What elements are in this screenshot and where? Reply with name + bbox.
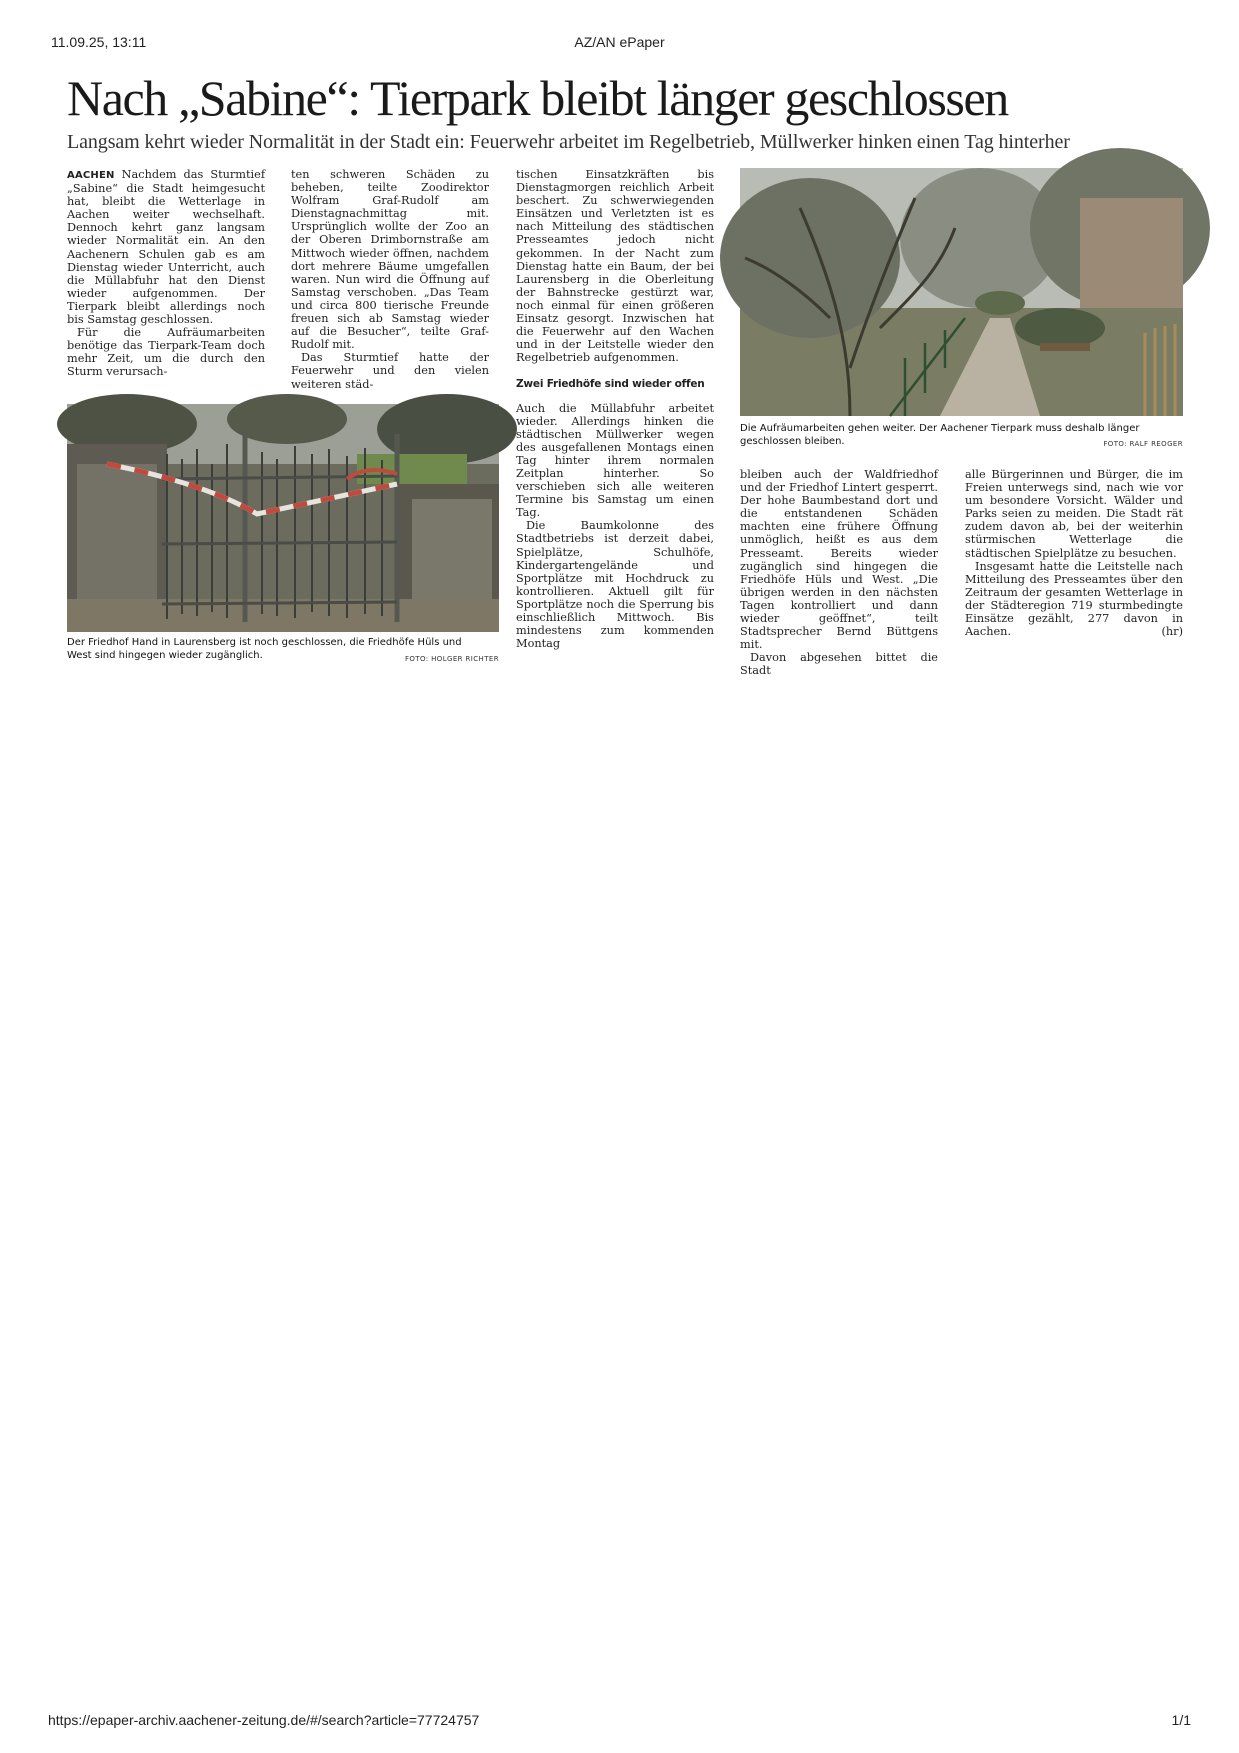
dateline: AACHEN	[67, 170, 115, 181]
paragraph: ten schweren Schäden zu beheben, teilte Zoodirektor Wolfram Graf-Rudolf am Dienstagnachmittag mit. Ursprünglich wollte der Zoo an der Oberen Drimbornstraße am Mittwoch wieder öffnen, nachdem dort mehrere Bäume umgefallen waren. Nun wird die Öffnung auf Samstag verschoben. „Das Team und circa 800 tierische Freunde freuen sich ab Samstag wieder auf die Besucher“, teilte Graf-Rudolf mit.	[291, 168, 489, 352]
text-column-1	[67, 168, 266, 379]
photo2-credit: FOTO: RALF REOGER	[1103, 440, 1183, 448]
text-column-2	[291, 168, 489, 391]
cemetery-gate-photo	[67, 404, 499, 632]
author-initials: (hr)	[1161, 625, 1183, 639]
paragraph: Die Baumkolonne des Stadtbetriebs ist derzeit dabei, Spielplätze, Schulhöfe, Kindergartengelände und Sportplätze mit Hochdruck zu kontrollieren. Aktuell gilt für Sportplätze noch die Sperrung bis einschließlich Mittwoch. Bis mindestens zum kommenden Montag	[516, 519, 714, 651]
article-headline: Nach „Sabine“: Tierpark bleibt länger geschlossen	[67, 70, 1008, 126]
print-footer	[0, 1712, 1239, 1730]
photo1-credit: FOTO: HOLGER RICHTER	[404, 655, 499, 663]
article-url: https://epaper-archiv.aachener-zeitung.de/#/search?article=77724757	[48, 1712, 480, 1728]
cemetery-gate-image	[67, 404, 499, 632]
tierpark-path-photo	[740, 168, 1183, 416]
print-title: AZ/AN ePaper	[574, 34, 665, 50]
text-column-4	[740, 468, 938, 678]
paragraph: AACHEN Nachdem das Sturmtief „Sabine“ die Stadt heimgesucht hat, bleibt die Wetterlage in Aachen weiter wechselhaft. Dennoch kehrt ganz langsam wieder Normalität ein. An den Aachenern Schulen gab es am Dienstag wieder Unterricht, auch die Müllabfuhr hat den Dienst wieder aufgenommen. Der Tierpark bleibt allerdings noch bis Samstag geschlossen.	[67, 168, 266, 327]
tierpark-path-image	[740, 168, 1183, 416]
page-number: 1/1	[1171, 1712, 1191, 1728]
photo1-caption: Der Friedhof Hand in Laurensberg ist noch geschlossen, die Friedhöfe Hüls und West sind hingegen wieder zugänglich.	[67, 637, 462, 661]
news-article	[67, 64, 1183, 678]
subheading: Zwei Friedhöfe sind wieder offen	[516, 378, 705, 391]
text-column-3	[516, 168, 714, 666]
paragraph: Insgesamt hatte die Leitstelle nach Mitteilung des Presseamtes über den Zeitraum der gesamten Wetterlage in der Städteregion 719 sturmbedingte Einsätze gezählt, 277 davon in Aachen. (hr)	[965, 559, 1183, 639]
paragraph: tischen Einsatzkräften bis Dienstagmorgen reichlich Arbeit beschert. Zu schwerwiegenden Einsätzen und Verletzten ist es nach Mitteilung des städtischen Presseamtes jedoch nicht gekommen. In der Nacht zum Dienstag hatte ein Baum, der bei Laurensberg in die Oberleitung der Bahnstrecke gestürzt war, noch einmal für einen größeren Einsatz gesorgt. Inzwischen hat die Feuerwehr auf den Wachen und in der Leitstelle wieder den Regelbetrieb aufgenommen.	[516, 168, 714, 365]
paragraph: Auch die Müllabfuhr arbeitet wieder. Allerdings hinken die städtischen Müllwerker wegen des ausgefallenen Montags einen Tag hinter ihrem normalen Zeitplan hinterher. So verschieben sich alle weiteren Termine bis Samstag um einen Tag.	[516, 401, 714, 520]
photo2-caption: Die Aufräumarbeiten gehen weiter. Der Aachener Tierpark muss deshalb länger geschlossen bleiben.	[740, 423, 1140, 447]
article-subhead: Langsam kehrt wieder Normalität in der Stadt ein: Feuerwehr arbeitet im Regelbetrieb, Müllwerker hinken einen Tag hinterher	[67, 131, 1070, 153]
text-column-5	[965, 468, 1183, 666]
paragraph: Für die Aufräumarbeiten benötige das Tierpark-Team doch mehr Zeit, um die durch den Sturm verursach-	[67, 326, 265, 379]
paragraph: bleiben auch der Waldfriedhof und der Friedhof Lintert gesperrt. Der hohe Baumbestand dort und die entstandenen Schäden machten eine frühere Öffnung unmöglich, heißt es aus dem Presseamt. Bereits wieder zugänglich sind hingegen die Friedhöfe Hüls und West. „Die übrigen werden in den nächsten Tagen kontrolliert und dann wieder geöffnet“, teilt Stadtsprecher Bernd Büttgens mit.	[740, 468, 938, 652]
print-datetime: 11.09.25, 13:11	[51, 34, 147, 50]
print-header	[0, 34, 1239, 52]
paragraph: Das Sturmtief hatte der Feuerwehr und den vielen weiteren städ-	[291, 351, 489, 391]
paragraph: Davon abgesehen bittet die Stadt	[740, 651, 938, 678]
paragraph: alle Bürgerinnen und Bürger, die im Freien unterwegs sind, nach wie vor um besondere Vorsicht. Wälder und Parks seien zu meiden. Die Stadt rät zudem davon ab, bei der weiterhin stürmischen Wetterlage die städtischen Spielplätze zu besuchen.	[965, 468, 1183, 560]
